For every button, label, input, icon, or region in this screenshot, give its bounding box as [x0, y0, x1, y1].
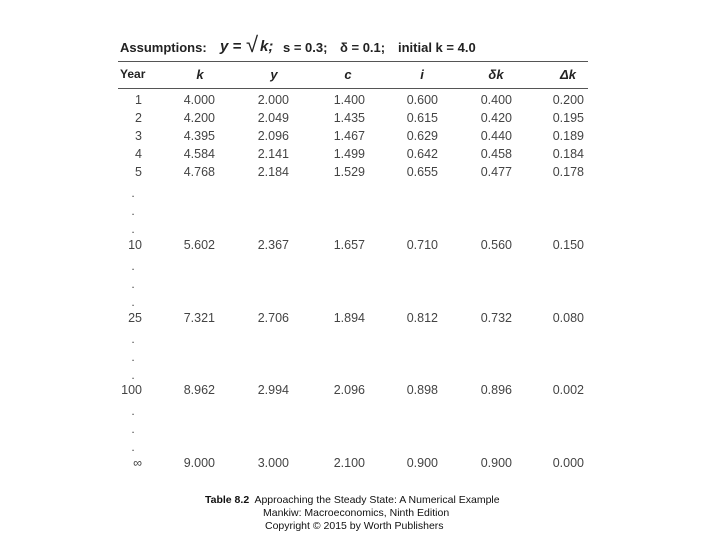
value-cell: 2.367: [257, 238, 289, 252]
value-cell: 0.900: [480, 456, 512, 470]
header-year: Year: [120, 67, 146, 81]
row-ellipsis: [128, 257, 138, 311]
value-cell: 0.615: [406, 111, 438, 125]
value-cell: 2.049: [257, 111, 289, 125]
year-cell: ∞: [133, 456, 142, 470]
value-cell: 0.189: [552, 129, 584, 143]
value-cell: 0.560: [480, 238, 512, 252]
value-cell: 2.100: [333, 456, 365, 470]
value-cell: 0.600: [406, 93, 438, 107]
header-k: k: [196, 67, 204, 82]
value-cell: 0.200: [552, 93, 584, 107]
value-cell: 0.420: [480, 111, 512, 125]
value-cell: 1.499: [333, 147, 365, 161]
value-cell: 1.400: [333, 93, 365, 107]
top-rule: [118, 61, 588, 62]
year-cell: 10: [128, 238, 142, 252]
value-cell: 0.458: [480, 147, 512, 161]
ellipsis-dot: .: [131, 350, 135, 364]
ellipsis-dot: .: [131, 295, 135, 309]
ellipsis-dot: .: [131, 277, 135, 291]
value-cell: 8.962: [183, 383, 215, 397]
book-citation: Mankiw: Macroeconomics, Ninth Edition: [263, 507, 450, 519]
caption: [205, 494, 565, 533]
value-cell: 2.141: [257, 147, 289, 161]
ellipsis-dot: .: [131, 422, 135, 436]
saving-rate: s = 0.3;: [283, 40, 328, 55]
value-cell: 2.184: [257, 165, 289, 179]
header-rule: [118, 88, 588, 89]
value-cell: 4.395: [183, 129, 215, 143]
value-cell: 3.000: [257, 456, 289, 470]
header-delta-k: δk: [488, 67, 504, 82]
value-cell: 0.655: [406, 165, 438, 179]
value-cell: 5.602: [183, 238, 215, 252]
row-ellipsis: [128, 184, 138, 238]
ellipsis-dot: .: [131, 368, 135, 382]
year-cell: 1: [135, 93, 142, 107]
header-i: i: [420, 67, 424, 82]
ellipsis-dot: .: [131, 186, 135, 200]
table-label: Table 8.2: [205, 494, 250, 506]
production-fn-lhs: y =: [220, 38, 242, 55]
assumptions-label: Assumptions:: [120, 40, 207, 55]
year-cell: 2: [135, 111, 142, 125]
value-cell: 1.894: [333, 311, 365, 325]
header-change-k: Δk: [560, 67, 576, 82]
value-cell: 0.000: [552, 456, 584, 470]
value-cell: 0.812: [406, 311, 438, 325]
ellipsis-dot: .: [131, 222, 135, 236]
value-cell: 0.150: [552, 238, 584, 252]
production-fn-var: k;: [260, 38, 274, 55]
depreciation-rate: δ = 0.1;: [340, 40, 386, 55]
row-ellipsis: [128, 330, 138, 384]
value-cell: 0.629: [406, 129, 438, 143]
value-cell: 0.477: [480, 165, 512, 179]
value-cell: 0.178: [552, 165, 584, 179]
value-cell: 1.435: [333, 111, 365, 125]
value-cell: 2.706: [257, 311, 289, 325]
value-cell: 0.732: [480, 311, 512, 325]
ellipsis-dot: .: [131, 259, 135, 273]
value-cell: 0.896: [480, 383, 512, 397]
header-c: c: [344, 67, 352, 82]
value-cell: 0.400: [480, 93, 512, 107]
value-cell: 4.200: [183, 111, 215, 125]
year-cell: 5: [135, 165, 142, 179]
year-cell: 3: [135, 129, 142, 143]
caption-line-1: [205, 494, 565, 507]
value-cell: 0.440: [480, 129, 512, 143]
sqrt-symbol: √: [246, 32, 259, 57]
table-title: Approaching the Steady State: A Numerical Example: [254, 494, 500, 506]
ellipsis-dot: .: [131, 440, 135, 454]
assumptions-line: [120, 32, 640, 58]
value-cell: 0.002: [552, 383, 584, 397]
value-cell: 9.000: [183, 456, 215, 470]
value-cell: 4.584: [183, 147, 215, 161]
ellipsis-dot: .: [131, 204, 135, 218]
year-cell: 100: [121, 383, 142, 397]
ellipsis-dot: .: [131, 404, 135, 418]
value-cell: 1.529: [333, 165, 365, 179]
value-cell: 0.195: [552, 111, 584, 125]
value-cell: 0.898: [406, 383, 438, 397]
header-y: y: [270, 67, 278, 82]
value-cell: 2.096: [333, 383, 365, 397]
row-ellipsis: [128, 402, 138, 456]
value-cell: 4.768: [183, 165, 215, 179]
value-cell: 0.900: [406, 456, 438, 470]
initial-k: initial k = 4.0: [398, 40, 476, 55]
year-cell: 25: [128, 311, 142, 325]
year-cell: 4: [135, 147, 142, 161]
value-cell: 1.467: [333, 129, 365, 143]
value-cell: 2.994: [257, 383, 289, 397]
value-cell: 0.080: [552, 311, 584, 325]
value-cell: 1.657: [333, 238, 365, 252]
value-cell: 2.096: [257, 129, 289, 143]
value-cell: 0.184: [552, 147, 584, 161]
copyright: Copyright © 2015 by Worth Publishers: [265, 520, 444, 532]
value-cell: 4.000: [183, 93, 215, 107]
value-cell: 2.000: [257, 93, 289, 107]
value-cell: 0.642: [406, 147, 438, 161]
ellipsis-dot: .: [131, 332, 135, 346]
value-cell: 7.321: [183, 311, 215, 325]
value-cell: 0.710: [406, 238, 438, 252]
